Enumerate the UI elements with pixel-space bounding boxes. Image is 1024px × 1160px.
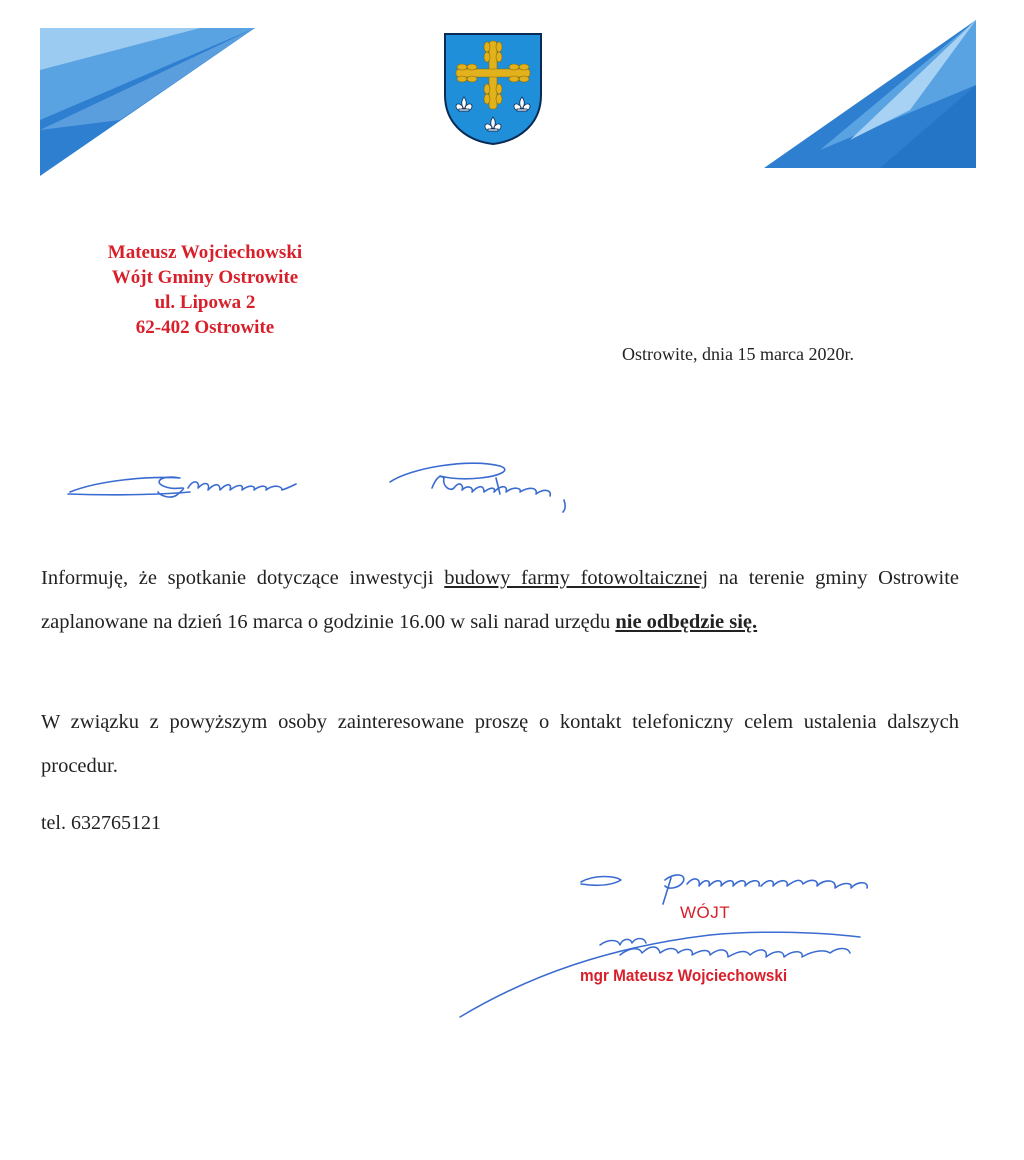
body-paragraph-2: W związku z powyższym osoby zainteresowane proszę o kontakt telefoniczny celem ustalenia dalszych procedur. xyxy=(41,711,959,777)
sender-title: Wójt Gminy Ostrowite xyxy=(111,267,299,288)
header-decoration-left xyxy=(0,0,260,180)
project-name: budowy farmy fotowoltaicznej xyxy=(444,567,709,589)
body-paragraph-1 xyxy=(41,556,959,644)
header-decoration-right xyxy=(760,0,980,175)
date-line: Ostrowite, dnia 15 marca 2020r. xyxy=(622,344,854,364)
handwritten-salutation xyxy=(60,448,600,518)
sender-street: ul. Lipowa 2 xyxy=(154,292,256,313)
crest-icon xyxy=(444,33,542,145)
phone-number: tel. 632765121 xyxy=(41,812,161,834)
cancellation-notice: nie odbędzie się. xyxy=(615,611,758,633)
sender-city: 62-402 Ostrowite xyxy=(135,317,275,338)
p1-lead: Informuję, że spotkanie dotyczące inwestycji xyxy=(41,567,445,589)
stamp-name: mgr Mateusz Wojciechowski xyxy=(580,966,788,985)
sender-name: Mateusz Wojciechowski xyxy=(107,242,303,263)
p1-mid: na terenie gminy Ostrowite zaplanowane na dzień 16 marca o godzinie 16.00 w sali narad urzędu xyxy=(41,567,959,633)
stamp-title: WÓJT xyxy=(680,903,731,922)
sender-block xyxy=(60,240,350,340)
